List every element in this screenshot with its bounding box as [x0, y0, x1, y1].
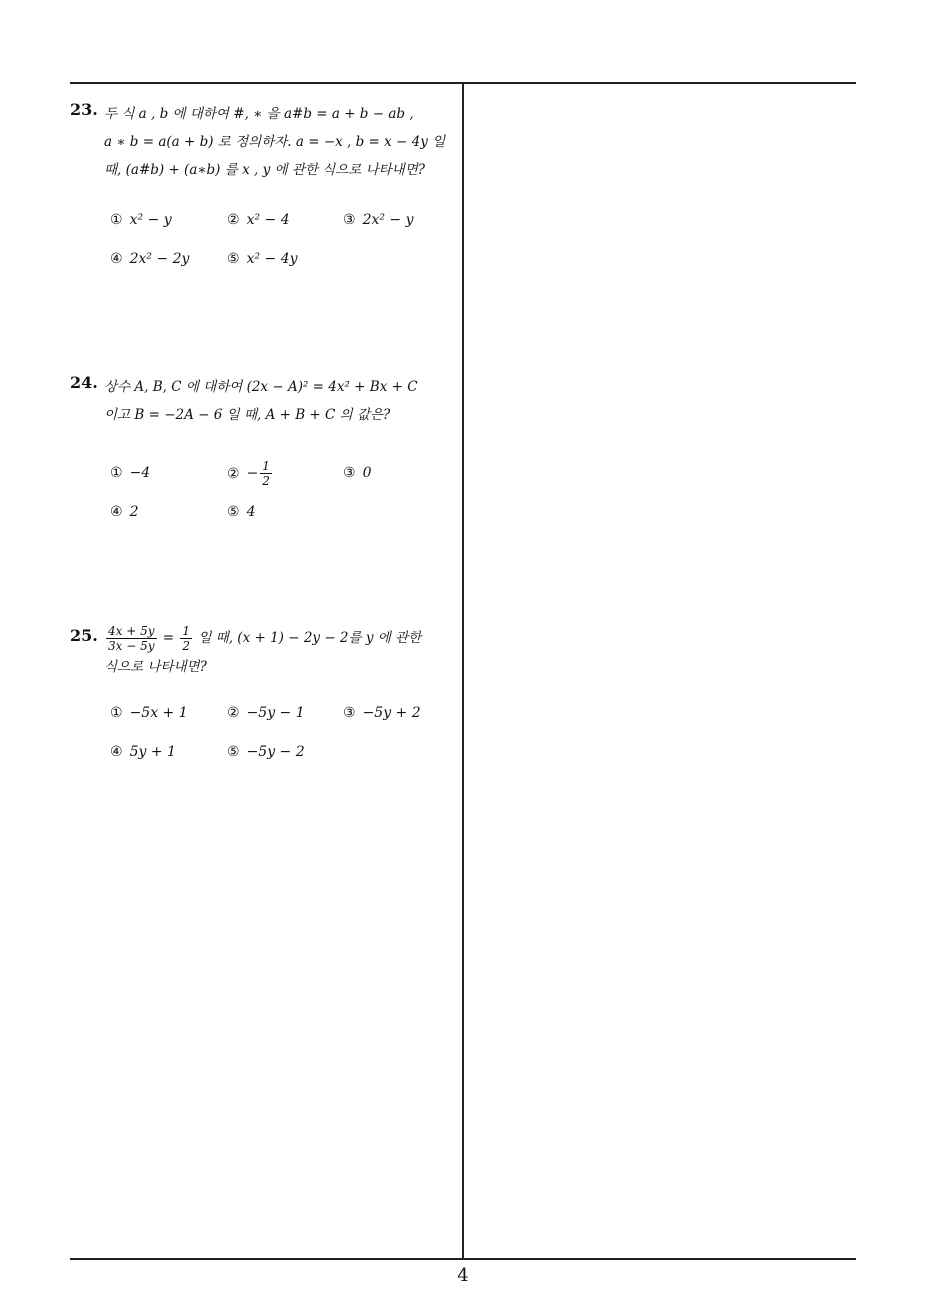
- choice-1[interactable]: ① x² − y: [110, 212, 172, 228]
- choice-5[interactable]: ⑤ 4: [227, 504, 256, 520]
- choice-4[interactable]: ④ 5y + 1: [110, 744, 176, 760]
- question-text-line2: 식으로 나타내면?: [104, 659, 207, 675]
- question-number: 25.: [70, 626, 98, 645]
- question-text: 두 식 a , b 에 대하여 #, ∗ 을 a#b = a + b − ab , a ∗ b = a(a + b) 로 정의하자. a = −x , b = x − 4y 일 때, (a#b) + (a∗b) 를 x , y 에 관한 식으로 나타내면?: [104, 106, 446, 178]
- choice-3[interactable]: ③ 0: [343, 465, 372, 481]
- question-text: 상수 A, B, C 에 대하여 (2x − A)² = 4x² + Bx + C 이고 B = −2A − 6 일 때, A + B + C 의 값은?: [104, 379, 418, 423]
- choice-3[interactable]: ③ 2x² − y: [343, 212, 414, 228]
- choice-4[interactable]: ④ 2: [110, 504, 139, 520]
- choice-5[interactable]: ⑤ x² − 4y: [227, 251, 298, 267]
- question-number: 23.: [70, 100, 98, 119]
- fraction-rhs: $\frac{1}{2}$: [182, 624, 191, 653]
- question-text: $\frac{4x + 5y}{3x - 5y}$ = $\frac{1}{2}$ 일 때, (x + 1) − 2y − 2를 y 에 관한: [108, 624, 422, 653]
- choice-4[interactable]: ④ 2x² − 2y: [110, 251, 190, 267]
- bottom-rule: [70, 1258, 856, 1260]
- answer-choices: [110, 705, 458, 785]
- fraction-lhs: $\frac{4x + 5y}{3x - 5y}$: [108, 624, 155, 653]
- question-23: [70, 100, 458, 292]
- choice-2[interactable]: ② −5y − 1: [227, 705, 305, 721]
- question-24: [70, 373, 458, 539]
- page-number: 4: [457, 1265, 469, 1286]
- choice-2[interactable]: ② − $\frac{1}{2}$: [227, 459, 270, 488]
- choice-1[interactable]: ① −5x + 1: [110, 705, 188, 721]
- choice-2[interactable]: ② x² − 4: [227, 212, 290, 228]
- answer-choices: [110, 212, 458, 292]
- choice-5[interactable]: ⑤ −5y − 2: [227, 744, 305, 760]
- fraction: $\frac{1}{2}$: [262, 459, 270, 488]
- column-divider: [462, 82, 464, 1259]
- question-number: 24.: [70, 373, 98, 392]
- question-25: [70, 624, 458, 785]
- answer-choices: [110, 459, 458, 539]
- choice-1[interactable]: ① −4: [110, 465, 151, 481]
- choice-3[interactable]: ③ −5y + 2: [343, 705, 421, 721]
